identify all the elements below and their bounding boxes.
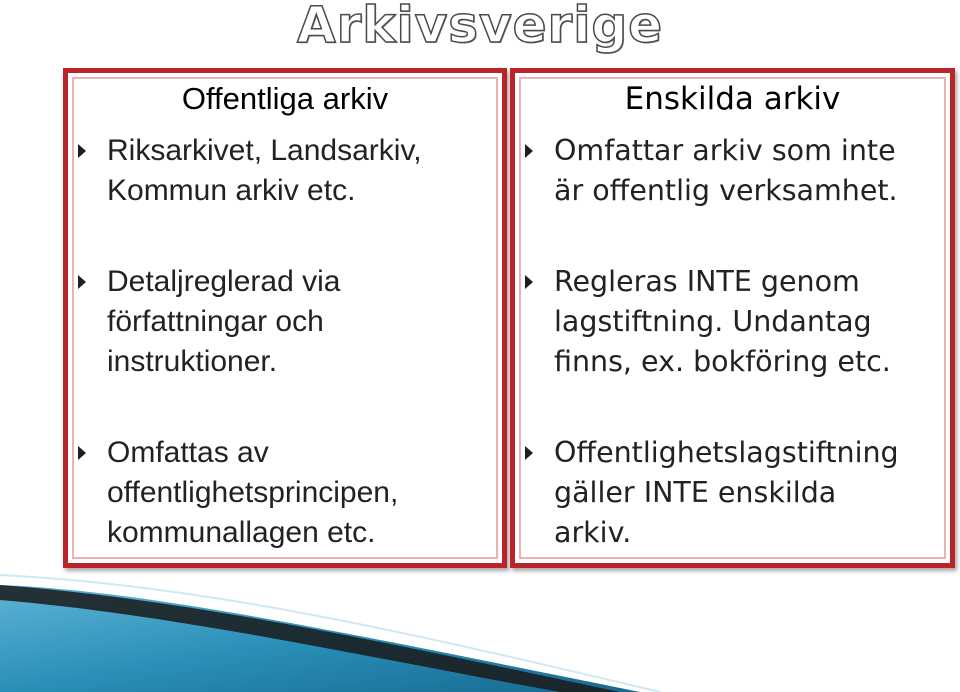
arrow-bullet-icon [78, 446, 86, 460]
slide-title: Arkivsverige [296, 0, 664, 54]
list-item: Omfattar arkiv som inte är offentlig verksamhet. [525, 131, 898, 211]
arrow-bullet-icon [525, 446, 533, 460]
list-item: Riksarkivet, Landsarkiv, Kommun arkiv etc. [78, 131, 422, 211]
list-item: Regleras INTE genom lagstiftning. Undantag finns, ex. bokföring etc. [525, 262, 891, 382]
private-archives-box [510, 68, 955, 568]
list-item: Detaljreglerad via författningar och instruktioner. [78, 262, 340, 382]
public-archives-box [63, 68, 507, 568]
list-item: Offentlighetslagstiftning gäller INTE enskilda arkiv. [525, 433, 899, 553]
arrow-bullet-icon [78, 144, 86, 158]
list-item: Omfattas av offentlighetsprincipen, kommunallagen etc. [78, 433, 398, 553]
arrow-bullet-icon [525, 144, 533, 158]
arrow-bullet-icon [525, 275, 533, 289]
private-archives-heading: Enskilda arkiv [624, 81, 841, 117]
arrow-bullet-icon [78, 275, 86, 289]
public-archives-heading: Offentliga arkiv [181, 81, 389, 116]
